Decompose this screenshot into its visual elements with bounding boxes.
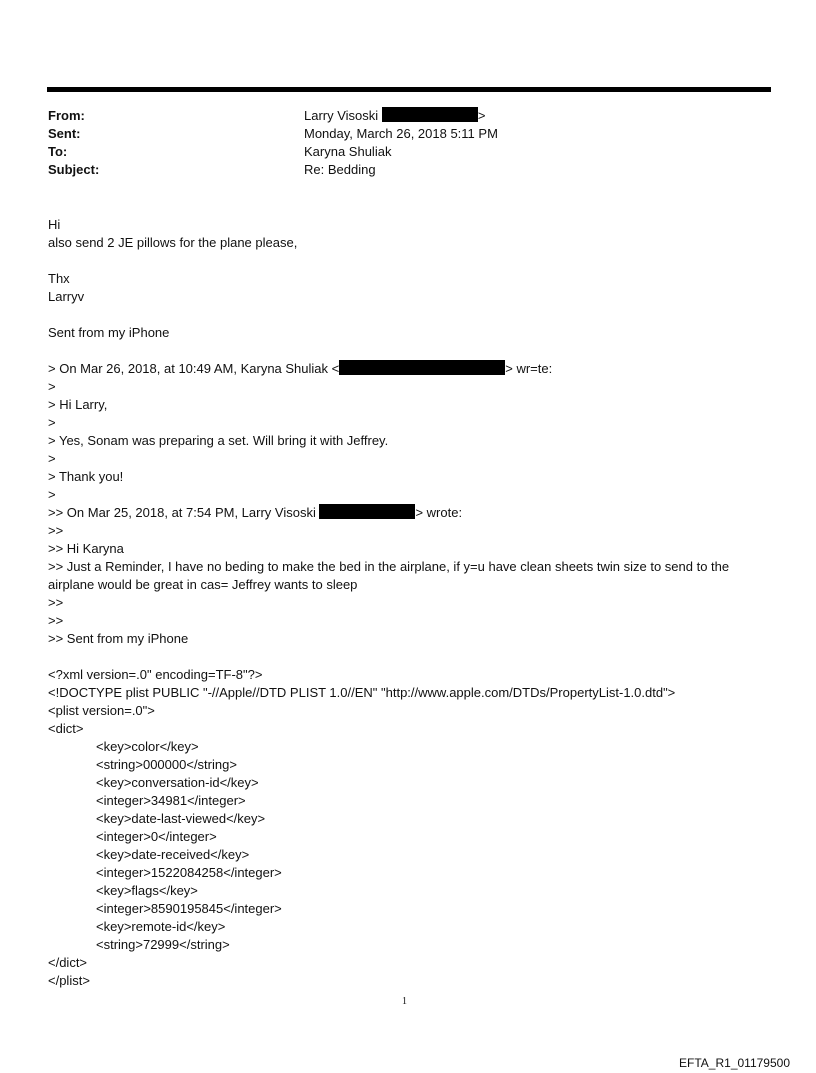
email-body — [48, 216, 778, 990]
sent-value: Monday, March 26, 2018 5:11 PM — [304, 126, 498, 141]
to-value: Karyna Shuliak — [304, 144, 392, 159]
quote-line: > Thank you! — [48, 469, 124, 484]
subject-value: Re: Bedding — [304, 162, 376, 177]
message-line: Thx — [48, 271, 70, 286]
plist-line: </dict> — [48, 955, 88, 970]
sent-row — [48, 125, 498, 143]
plist-line: <dict> — [48, 721, 84, 736]
message-line: Larryv — [48, 289, 85, 304]
message-line: also send 2 JE pillows for the plane please, — [48, 235, 298, 250]
to-row — [48, 143, 392, 161]
plist-line: <key>color</key> — [96, 739, 199, 754]
plist-line: <key>date-received</key> — [96, 847, 250, 862]
subject-row — [48, 161, 376, 179]
redaction-box — [382, 107, 478, 122]
redaction-box — [339, 360, 505, 375]
message-line: Sent from my iPhone — [48, 325, 170, 340]
from-value: Larry Visoski > — [304, 108, 486, 123]
plist-line: <integer>0</integer> — [96, 829, 217, 844]
plist-line: <string>000000</string> — [96, 757, 237, 772]
header-rule — [47, 87, 771, 92]
plist-line: <plist version=.0"> — [48, 703, 155, 718]
page-number: 1 — [402, 996, 407, 1007]
from-label: From: — [48, 108, 85, 123]
sent-label: Sent: — [48, 126, 81, 141]
plist-line: <key>remote-id</key> — [96, 919, 226, 934]
subject-label: Subject: — [48, 162, 100, 177]
plist-line: <string>72999</string> — [96, 937, 230, 952]
plist-line: <integer>34981</integer> — [96, 793, 246, 808]
plist-line: <integer>1522084258</integer> — [96, 865, 282, 880]
from-row — [48, 107, 486, 125]
plist-line: <?xml version=.0" encoding=TF-8"?> — [48, 667, 263, 682]
quote-line: > On Mar 26, 2018, at 10:49 AM, Karyna Shuliak < > wr=te: — [48, 361, 553, 376]
plist-line: <integer>8590195845</integer> — [96, 901, 282, 916]
quote-line: > Hi Larry, — [48, 397, 108, 412]
quote-line: > — [48, 487, 56, 502]
to-label: To: — [48, 144, 68, 159]
message-line: Hi — [48, 217, 61, 232]
plist-line: <key>flags</key> — [96, 883, 198, 898]
quote-line: >> Just a Reminder, I have no beding to make the bed in the airplane, if y=u have clean sheets twin size to send to the airplane would be great in cas= Jeffrey wants to sleep — [48, 559, 730, 592]
quote-line: >> Hi Karyna — [48, 541, 124, 556]
document-id: EFTA_R1_01179500 — [679, 1056, 790, 1070]
quote-line: >> — [48, 613, 64, 628]
plist-line: <key>date-last-viewed</key> — [96, 811, 266, 826]
quote-line: >> Sent from my iPhone — [48, 631, 189, 646]
plist-line: </plist> — [48, 973, 90, 988]
quote-line: > — [48, 451, 56, 466]
plist-line: <key>conversation-id</key> — [96, 775, 259, 790]
quote-line: > — [48, 415, 56, 430]
quote-line: >> On Mar 25, 2018, at 7:54 PM, Larry Visoski > wrote: — [48, 505, 463, 520]
quote-line: >> — [48, 523, 64, 538]
quote-line: >> — [48, 595, 64, 610]
quote-line: > Yes, Sonam was preparing a set. Will bring it with Jeffrey. — [48, 433, 389, 448]
quote-line: > — [48, 379, 56, 394]
redaction-box — [319, 504, 415, 519]
plist-line: <!DOCTYPE plist PUBLIC "-//Apple//DTD PLIST 1.0//EN" "http://www.apple.com/DTDs/PropertyList-1.0.dtd"> — [48, 685, 676, 700]
